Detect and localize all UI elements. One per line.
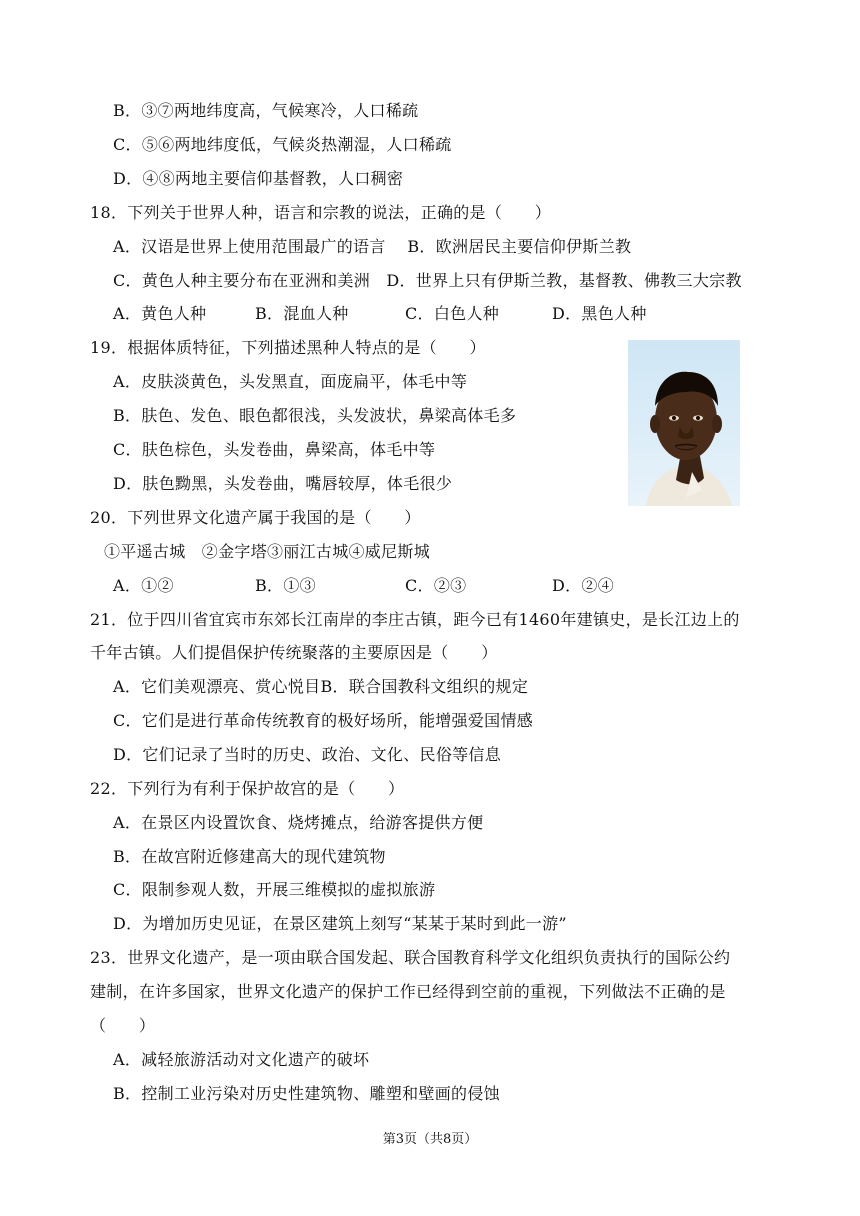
option-line: A．汉语是世界上使用范围最广的语言 B．欧洲居民主要信仰伊斯兰教 xyxy=(113,237,632,256)
question-20: 20．下列世界文化遗产属于我国的是（ ） xyxy=(90,508,421,527)
question-23: 23．世界文化遗产，是一项由联合国发起、联合国教育科学文化组织负责执行的国际公约 xyxy=(90,948,731,967)
option-line: C．它们是进行革命传统教育的极好场所，能增强爱国情感 xyxy=(113,711,534,730)
option-line: B．在故宫附近修建高大的现代建筑物 xyxy=(113,847,386,866)
option-line: D．肤色黝黑，头发卷曲，嘴唇较厚，体毛很少 xyxy=(113,474,453,493)
option-line: C．黄色人种主要分布在亚洲和美洲 D．世界上只有伊斯兰教，基督教、佛教三大宗教 xyxy=(113,271,742,290)
option-line: A．它们美观漂亮、赏心悦目B．联合国教科文组织的规定 xyxy=(113,677,529,696)
option-line: B．肤色、发色、眼色都很浅，头发波状，鼻梁高体毛多 xyxy=(113,406,517,425)
option-line: C．限制参观人数，开展三维模拟的虚拟旅游 xyxy=(113,880,436,899)
option-d: D．黑色人种 xyxy=(552,304,647,323)
option-line: D．为增加历史见证，在景区建筑上刻写“某某于某时到此一游” xyxy=(113,914,567,933)
question-23-paren: （ ） xyxy=(90,1016,156,1035)
question-18: 18．下列关于世界人种，语言和宗教的说法，正确的是（ ） xyxy=(90,203,552,222)
option-row xyxy=(113,304,647,324)
option-line: D．它们记录了当时的历史、政治、文化、民俗等信息 xyxy=(113,745,502,764)
option-list: ①平遥古城 ②金字塔③丽江古城④威尼斯城 xyxy=(104,542,431,561)
option-line: B．控制工业污染对历史性建筑物、雕塑和壁画的侵蚀 xyxy=(113,1084,500,1103)
person-photo xyxy=(628,340,740,506)
option-line: B．③⑦两地纬度高，气候寒冷，人口稀疏 xyxy=(113,101,419,120)
option-a: A．黄色人种 xyxy=(113,304,207,323)
option-line: A．在景区内设置饮食、烧烤摊点，给游客提供方便 xyxy=(113,813,484,832)
option-line: A．减轻旅游活动对文化遗产的破坏 xyxy=(113,1050,370,1069)
page-footer: 第3页（共8页） xyxy=(382,1132,478,1147)
option-d: D．②④ xyxy=(552,576,615,595)
option-line: C．肤色棕色，头发卷曲，鼻梁高，体毛中等 xyxy=(113,440,436,459)
question-19: 19．根据体质特征，下列描述黑种人特点的是（ ） xyxy=(90,338,486,357)
option-c: C．②③ xyxy=(405,576,467,595)
option-a: A．①② xyxy=(113,576,174,595)
option-b: B．①③ xyxy=(255,576,316,595)
option-row xyxy=(113,576,614,596)
option-line: A．皮肤淡黄色，头发黑直，面庞扁平，体毛中等 xyxy=(113,372,468,391)
option-b: B．混血人种 xyxy=(255,304,349,323)
option-c: C．白色人种 xyxy=(405,304,500,323)
person-photo-illustration xyxy=(628,340,740,506)
option-line: C．⑤⑥两地纬度低，气候炎热潮湿，人口稀疏 xyxy=(113,135,452,154)
option-line: D．④⑧两地主要信仰基督教，人口稠密 xyxy=(113,169,404,188)
question-21: 21．位于四川省宜宾市东郊长江南岸的李庄古镇，距今已有1460年建镇史，是长江边上的 xyxy=(90,610,740,629)
question-22: 22．下列行为有利于保护故宫的是（ ） xyxy=(90,779,405,798)
question-21-cont: 千年古镇。人们提倡保护传统聚落的主要原因是（ ） xyxy=(90,643,498,662)
question-23-cont: 建制，在许多国家，世界文化遗产的保护工作已经得到空前的重视，下列做法不正确的是 xyxy=(90,982,726,1001)
